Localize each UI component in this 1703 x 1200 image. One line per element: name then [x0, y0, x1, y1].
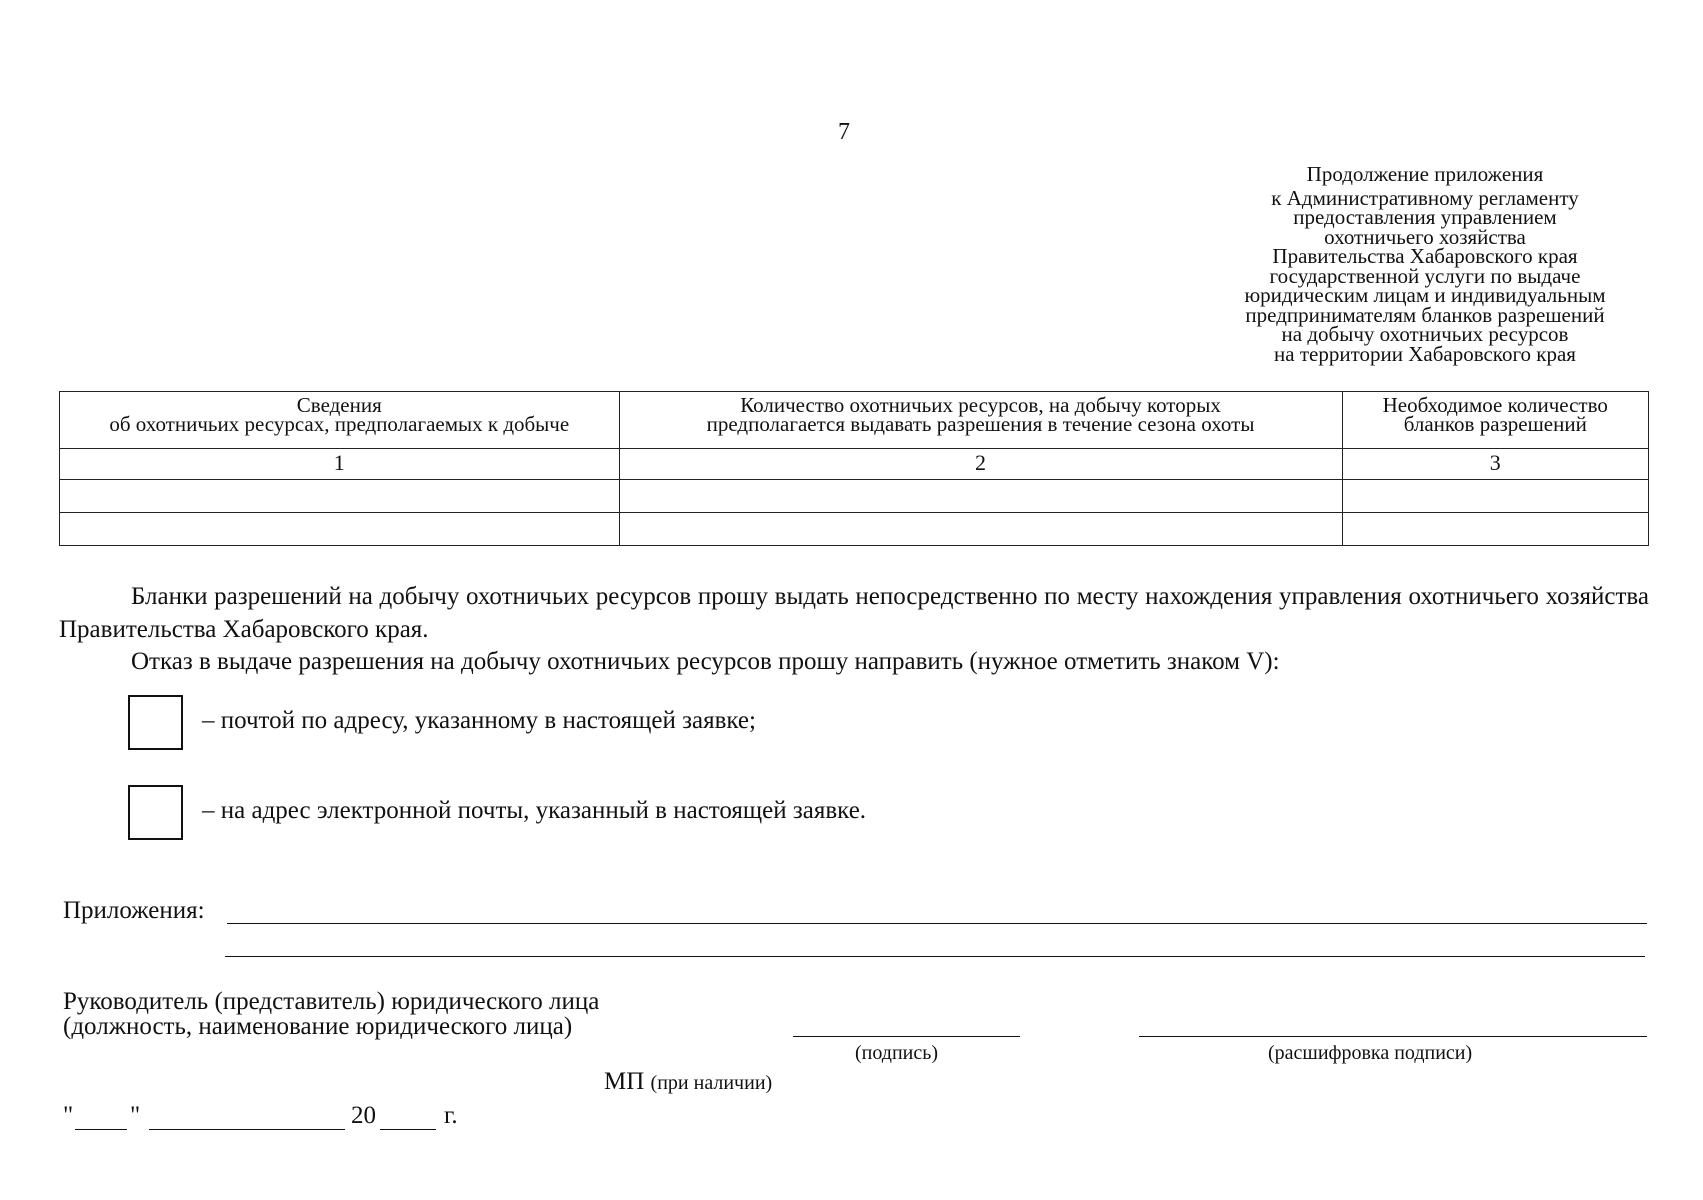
- head-title-line: Руководитель (представитель) юридического лица: [63, 988, 600, 1015]
- signature-field[interactable]: [793, 1036, 1020, 1037]
- table-number-row: [60, 449, 1649, 480]
- signature-caption: (подпись): [855, 1042, 939, 1064]
- table-cell[interactable]: [60, 480, 620, 513]
- header-line: Продолжение приложения: [1306, 162, 1544, 186]
- header-line: охотничьего хозяйства: [1324, 224, 1526, 249]
- year-suffix: г.: [444, 1102, 458, 1129]
- resources-table: [59, 391, 1649, 546]
- header-line: к Административному регламенту: [1271, 185, 1579, 210]
- email-delivery-label: – на адрес электронной почты, указанный в настоящей заявке.: [202, 797, 867, 824]
- stamp-label: МП: [604, 1068, 645, 1095]
- signature-decode-field[interactable]: [1139, 1036, 1647, 1037]
- column-header-forms: [1342, 392, 1648, 449]
- column-number: 2: [619, 449, 1342, 480]
- header-line: на добычу охотничьих ресурсов: [1281, 322, 1569, 346]
- post-delivery-checkbox[interactable]: [128, 695, 183, 750]
- column-header-info: [60, 392, 620, 449]
- year-field[interactable]: [380, 1129, 436, 1130]
- column-header-text: предполагается выдавать разрешения в течение сезона охоты: [706, 412, 1255, 436]
- table-cell[interactable]: [619, 480, 1342, 513]
- stamp-note: (при наличии): [650, 1072, 773, 1094]
- column-header-text: Необходимое количество: [1382, 393, 1608, 417]
- day-field[interactable]: [75, 1129, 127, 1130]
- table-header-row: [60, 392, 1649, 449]
- email-delivery-checkbox[interactable]: [128, 785, 183, 840]
- header-line: предоставления управлением: [1293, 205, 1557, 229]
- header-line: на территории Хабаровского края: [1274, 341, 1576, 366]
- column-header-text: бланков разрешений: [1403, 412, 1587, 436]
- quote-close: ": [130, 1102, 141, 1129]
- column-number: 1: [60, 449, 620, 480]
- post-delivery-label: – почтой по адресу, указанному в настоящей заявке;: [202, 707, 756, 734]
- year-prefix: 20: [351, 1102, 376, 1129]
- quote-open: ": [63, 1102, 74, 1129]
- appendix-header: [1205, 162, 1645, 366]
- page-number: 7: [838, 119, 850, 145]
- table-cell[interactable]: [1342, 513, 1648, 546]
- table-cell[interactable]: [619, 513, 1342, 546]
- attachments-field-line-2[interactable]: [225, 956, 1645, 957]
- date-row: [63, 1102, 483, 1132]
- column-header-quantity: [619, 392, 1342, 449]
- column-header-text: об охотничьих ресурсах, предполагаемых к добыче: [109, 412, 570, 436]
- month-field[interactable]: [149, 1129, 345, 1130]
- refusal-paragraph: Отказ в выдаче разрешения на добычу охотничьих ресурсов прошу направить (нужное отметить знаком V):: [131, 648, 1280, 675]
- table-cell[interactable]: [60, 513, 620, 546]
- column-number: 3: [1342, 449, 1648, 480]
- header-line: предпринимателям бланков разрешений: [1245, 302, 1605, 327]
- column-header-text: Сведения: [296, 393, 382, 417]
- header-line: Правительства Хабаровского края: [1272, 244, 1578, 268]
- table-row: [60, 513, 1649, 546]
- column-header-text: Количество охотничьих ресурсов, на добычу которых: [740, 393, 1221, 417]
- attachments-label: Приложения:: [63, 897, 205, 924]
- signature-decode-caption: (расшифровка подписи): [1268, 1042, 1473, 1064]
- header-line: юридическим лицам и индивидуальным: [1244, 283, 1606, 307]
- stamp-placeholder: [604, 1068, 772, 1096]
- head-position-line: (должность, наименование юридического лица): [63, 1013, 573, 1040]
- issue-forms-paragraph: Бланки разрешений на добычу охотничьих ресурсов прошу выдать непосредственно по месту нахождения управления охотничьего хозяйства Правительства Хабаровского края.: [59, 583, 1649, 643]
- table-cell[interactable]: [1342, 480, 1648, 513]
- attachments-field-line-1[interactable]: [227, 923, 1647, 924]
- table-row: [60, 480, 1649, 513]
- header-line: государственной услуги по выдаче: [1269, 263, 1581, 288]
